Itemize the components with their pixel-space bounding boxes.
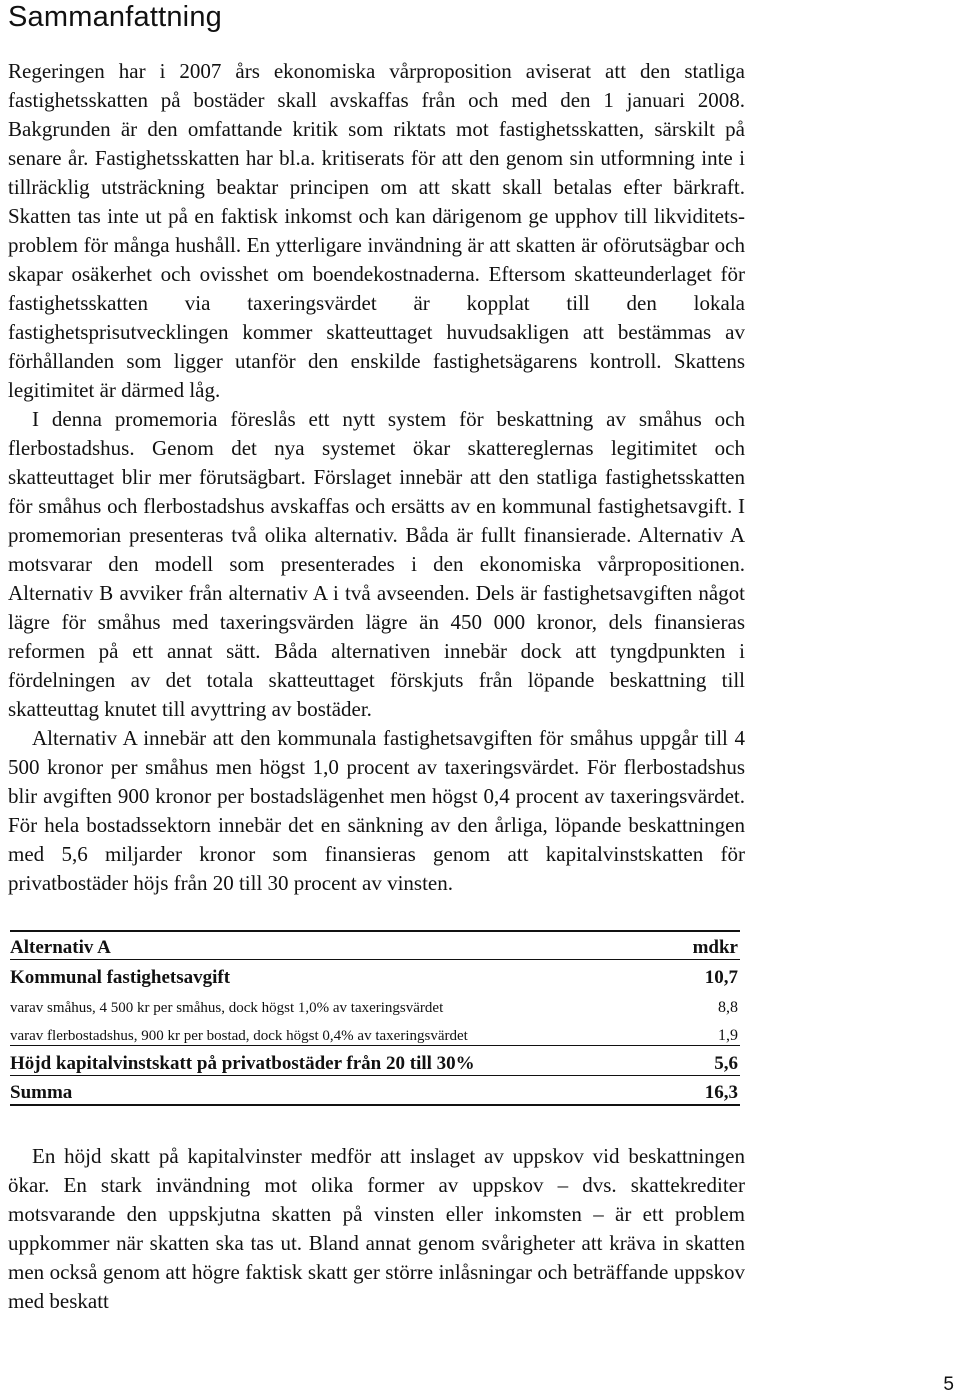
table-header-unit: mdkr xyxy=(672,931,740,960)
summary-body xyxy=(8,57,745,898)
table-row-value: 16,3 xyxy=(672,1076,740,1106)
table-row-label: varav småhus, 4 500 kr per småhus, dock högst 1,0% av taxeringsvärdet xyxy=(10,1000,444,1016)
table-row-label: Höjd kapitalvinstskatt på privatbostäder från 20 till 30% xyxy=(10,1046,672,1076)
paragraph-4: En höjd skatt på kapitalvinster medför att inslaget av uppskov vid beskattningen ökar. En stark invändning mot olika former av uppskov – dvs. skattekrediter motsvarande den uppskjutna skatten på vinsten eller inkomsten – är ett problem uppkommer när skatten ska tas ut. Bland annat genom svårigheter att kräva in skatten men också genom att högre faktisk skatt ger större inlåsningar och beträffande uppskov med beskatt xyxy=(8,1144,745,1313)
table-total-row xyxy=(10,1076,740,1106)
table-row xyxy=(10,960,740,990)
table-row-value: 5,6 xyxy=(672,1046,740,1076)
paragraph-2: I denna promemoria föreslås ett nytt system för beskattning av småhus och flerbostadshus. Genom det nya systemet ökar skattereglernas legitimitet och skatteuttaget blir mer förutsägbart. Förslaget innebär att den statliga fastighetsskatten för småhus och flerbostadshus avskaffas och ersätts av en kommunal fastighetsavgift. I promemorian presenteras två olika alternativ. Båda är fullt finansierade. Alternativ A motsvarar den modell som presenterades i den ekonomiska vårpropositionen. Alternativ B avviker från alternativ A i två avseenden. Dels är fastighetsavgiften något lägre för småhus med taxeringsvärden lägre än 450 000 kronor, dels finansieras reformen på ett annat sätt. Båda alternativen innebär dock att tyngdpunkten i fördelningen av det totala skatteuttaget förskjuts från löpande beskattning till skatteuttag knutet till avyttring av bostäder. xyxy=(8,407,745,721)
table-row-label: varav flerbostadshus, 900 kr per bostad, dock högst 0,4% av taxeringsvärdet xyxy=(10,1017,672,1046)
table-row-label: Kommunal fastighetsavgift xyxy=(10,967,231,988)
paragraph-3: Alternativ A innebär att den kommunala fastighetsavgiften för småhus uppgår till 4 500 kronor per småhus men högst 1,0 procent av taxeringsvärdet. För flerbostadshus blir avgiften 900 kronor per bostadslägenhet men högst 0,4 procent av taxeringsvärdet. För hela bostadssektorn innebär det en sänkning av den årliga, löpande beskattningen med 5,6 miljarder kronor som finansieras genom att kapitalvinstskatten för privatbostäder höjs från 20 till 30 procent av vinsten. xyxy=(8,726,745,895)
table-header-label: Alternativ A xyxy=(10,931,672,960)
alternative-a-table xyxy=(10,930,740,1106)
table-row-value: 10,7 xyxy=(704,967,738,988)
table-row xyxy=(10,1017,740,1046)
table-row-value: 1,9 xyxy=(672,1017,740,1046)
page-number: 5 xyxy=(943,1374,954,1395)
continuation-body xyxy=(8,1142,745,1316)
paragraph-1: Regeringen har i 2007 års ekonomiska vårproposition aviserat att den statliga fastighetsskatten på bostäder skall avskaffas från och med den 1 januari 2008. Bakgrunden är den omfattande kritik som riktats mot fastighetsskatten, särskilt på senare år. Fastighetsskatten har bl.a. kritiserats för att den genom sin utformning inte i tillräcklig utsträckning beaktar principen om att skatt skall betalas efter bärkraft. Skatten tas inte ut på en faktisk inkomst och kan därigenom ge upphov till likviditetsproblem för många hushåll. En ytterligare invändning är att skatten är oförutsägbar och skapar osäkerhet och ovisshet om boendekostnaderna. Eftersom skatteunderlaget för fastighetsskatten via taxeringsvärdet är kopplat till den lokala fastighetsprisutvecklingen kommer skatteuttaget huvudsakligen att bestämmas av förhållanden som ligger utanför den enskilde fastighetsägarens kontroll. Skattens legitimitet är därmed låg. xyxy=(8,59,745,402)
table-row-label: Summa xyxy=(10,1076,672,1106)
table-row xyxy=(10,989,740,1017)
table-row-value: 8,8 xyxy=(718,999,738,1016)
page-title: Sammanfattning xyxy=(8,1,222,33)
table-row xyxy=(10,1046,740,1076)
table-header-row xyxy=(10,931,740,960)
document-page xyxy=(8,0,745,1316)
